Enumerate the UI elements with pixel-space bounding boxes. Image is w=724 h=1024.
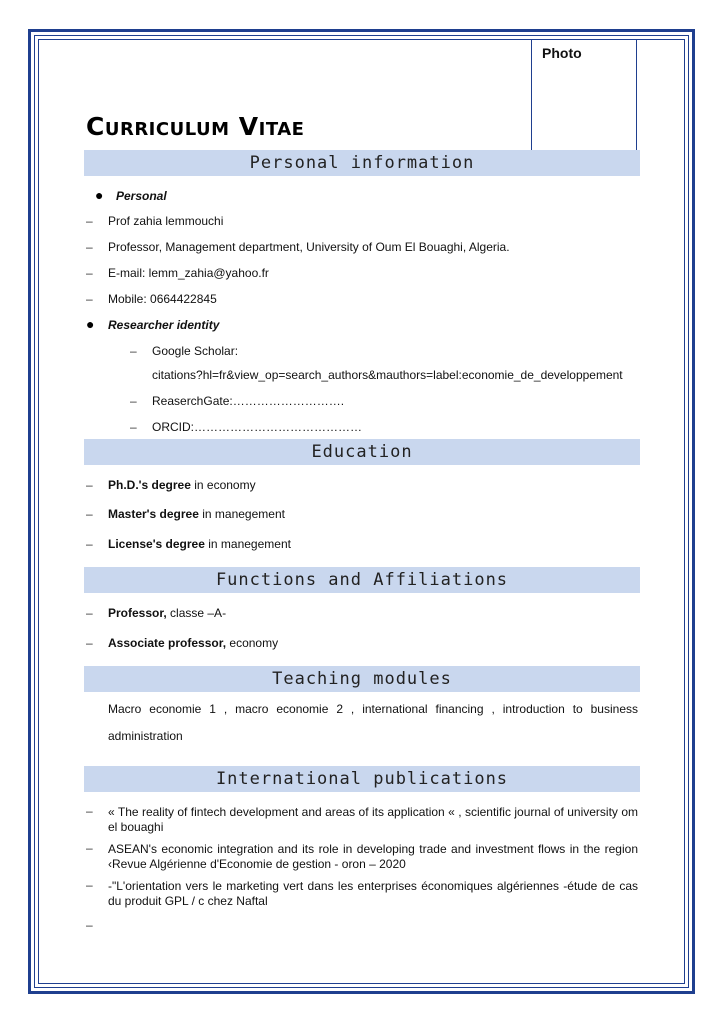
researchgate: ReaserchGate:………………………. bbox=[152, 394, 345, 408]
photo-label: Photo bbox=[542, 45, 582, 61]
scholar-label: Google Scholar: bbox=[152, 344, 239, 358]
education-item-master bbox=[108, 507, 285, 521]
scholar-value: citations?hl=fr&view_op=search_authors&mauthors=label:economie_de_developpement bbox=[152, 368, 623, 382]
bullet-researcher: ● bbox=[86, 316, 95, 332]
dash-pub-2: – bbox=[86, 841, 93, 855]
dash-edu-1: – bbox=[86, 478, 93, 492]
dash-orcid: – bbox=[130, 420, 137, 434]
dash-pub-empty: – bbox=[86, 918, 93, 932]
education-item-phd bbox=[108, 478, 256, 492]
field-master: in manegement bbox=[198, 507, 285, 521]
researcher-heading: Researcher identity bbox=[108, 318, 220, 332]
field-license: in manegement bbox=[204, 537, 291, 551]
publication-item: ASEAN's economic integration and its role in developing trade and investment flows in the region ‹Revue Algérienne d'Economie de gestion - oron – 2020 bbox=[108, 842, 638, 871]
personal-email: E-mail: lemm_zahia@yahoo.fr bbox=[108, 266, 269, 280]
photo-box bbox=[531, 39, 637, 150]
bullet-personal: ● bbox=[95, 187, 104, 203]
function-title-1: Professor, bbox=[108, 606, 167, 620]
dash-edu-2: – bbox=[86, 507, 93, 521]
degree-license: License's degree bbox=[108, 537, 205, 551]
education-item-license bbox=[108, 537, 291, 551]
personal-heading: Personal bbox=[116, 189, 167, 203]
teaching-text: Macro economie 1 , macro economie 2 , international financing , introduction to business administration bbox=[108, 702, 638, 743]
personal-name: Prof zahia lemmouchi bbox=[108, 214, 224, 228]
personal-position: Professor, Management department, University of Oum El Bouaghi, Algeria. bbox=[108, 240, 510, 254]
publication-item: « The reality of fintech development and areas of its application « , scientific journal of university om el bouaghi bbox=[108, 805, 638, 834]
section-functions: Functions and Affiliations bbox=[84, 567, 640, 593]
section-publications: International publications bbox=[84, 766, 640, 792]
field-phd: in economy bbox=[190, 478, 256, 492]
dash-email: – bbox=[86, 266, 93, 280]
degree-master: Master's degree bbox=[108, 507, 199, 521]
orcid: ORCID:…………………………………… bbox=[152, 420, 362, 434]
page-title: Curriculum Vitae bbox=[86, 112, 305, 141]
function-detail-1: classe –A- bbox=[166, 606, 227, 620]
dash-position: – bbox=[86, 240, 93, 254]
dash-func-1: – bbox=[86, 606, 93, 620]
dash-scholar: – bbox=[130, 344, 137, 358]
section-personal-information: Personal information bbox=[84, 150, 640, 176]
function-professor bbox=[108, 606, 226, 620]
dash-func-2: – bbox=[86, 636, 93, 650]
section-teaching: Teaching modules bbox=[84, 666, 640, 692]
dash-researchgate: – bbox=[130, 394, 137, 408]
function-associate bbox=[108, 636, 278, 650]
dash-name: – bbox=[86, 214, 93, 228]
dash-pub-1: – bbox=[86, 804, 93, 818]
degree-phd: Ph.D.'s degree bbox=[108, 478, 191, 492]
dash-mobile: – bbox=[86, 292, 93, 306]
function-title-2: Associate professor, bbox=[108, 636, 227, 650]
section-education: Education bbox=[84, 439, 640, 465]
publication-item: -"L'orientation vers le marketing vert dans les enterprises économiques algériennes -étude de cas du produit GPL / c chez Naftal bbox=[108, 879, 638, 908]
dash-edu-3: – bbox=[86, 537, 93, 551]
personal-mobile: Mobile: 0664422845 bbox=[108, 292, 217, 306]
dash-pub-3: – bbox=[86, 878, 93, 892]
function-detail-2: economy bbox=[226, 636, 279, 650]
